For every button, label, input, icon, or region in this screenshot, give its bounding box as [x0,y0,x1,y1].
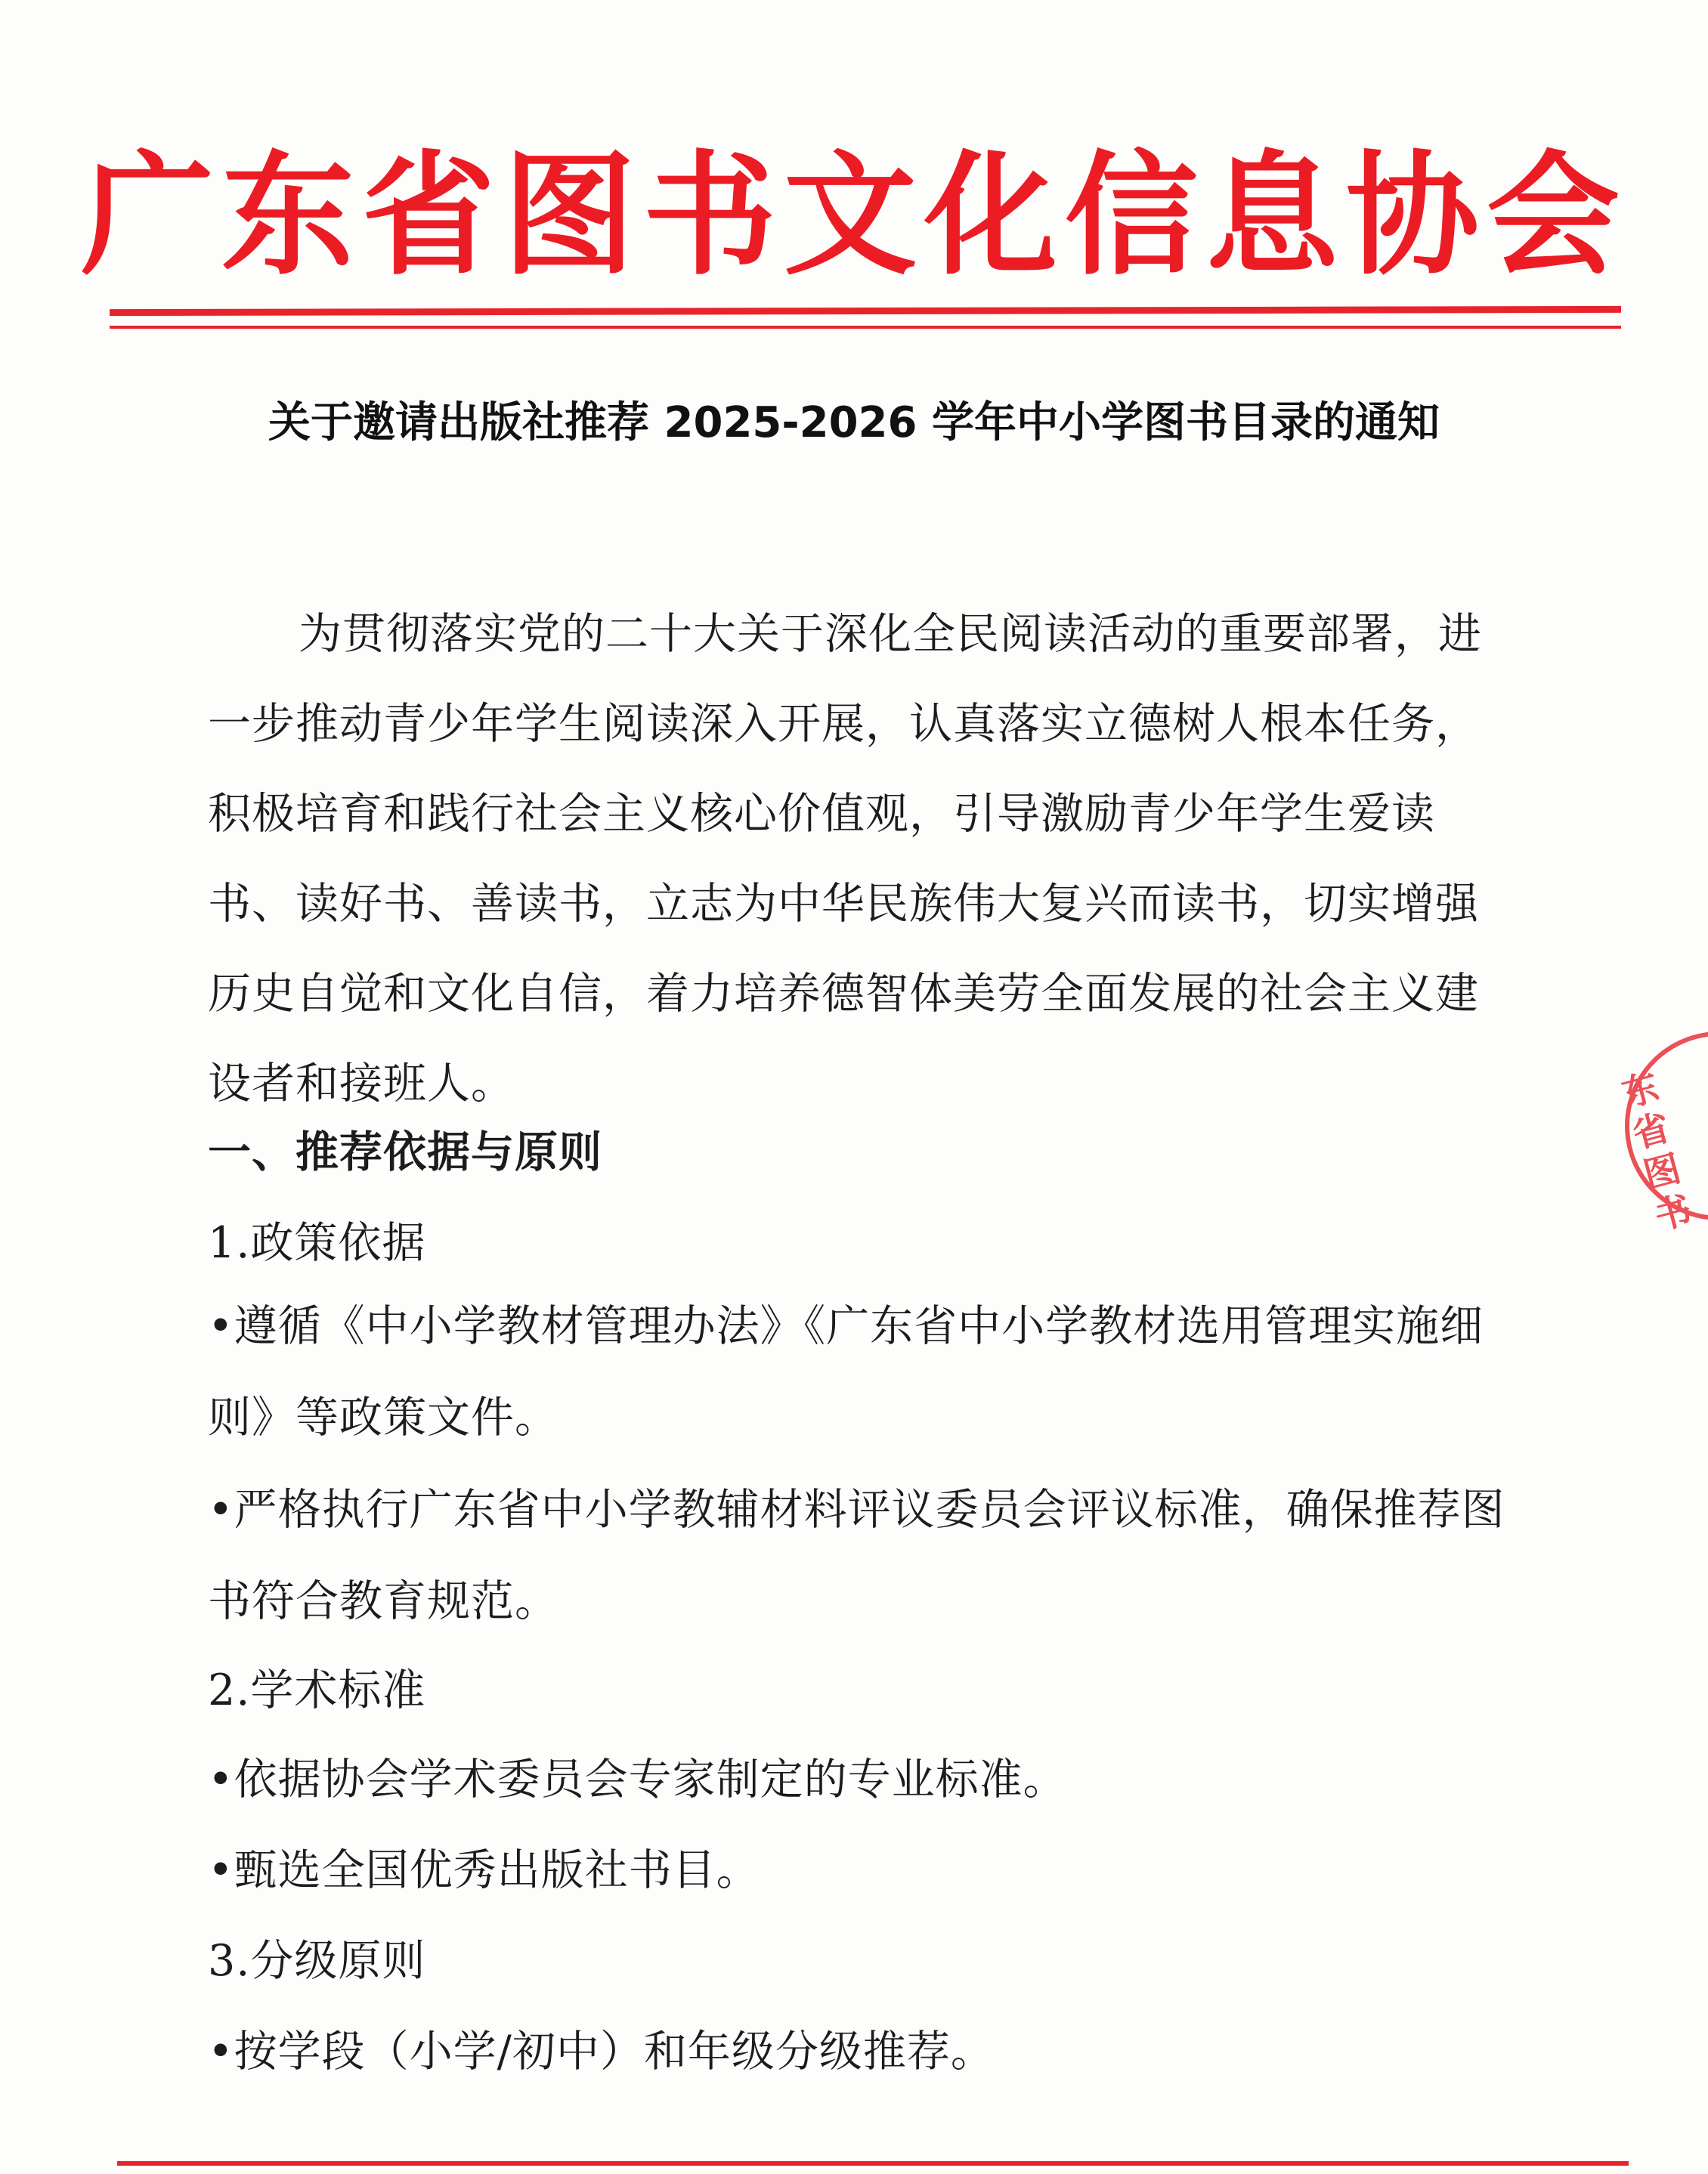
organization-letterhead: 广东省图书文化信息协会 [80,137,1627,293]
seal-text: 东省图书 [1617,1065,1697,1239]
bullet-grading-1: •按学段（小学/初中）和年级分级推荐。 [208,2027,995,2077]
intro-paragraph: 为贯彻落实党的二十大关于深化全民阅读活动的重要部署，进一步推动青少年学生阅读深入开展，认真落实立德树人根本任务，积极培育和践行社会主义核心价值观，引导激励青少年学生爱读书、读好书、善读书，立志为中华民族伟大复兴而读书，切实增强历史自觉和文化自信，着力培养德智体美劳全面发展的社会主义建设者和接班人。 [208,609,1482,1109]
footer-rule [117,2161,1629,2166]
bullet-academic-1: •依据协会学术委员会专家制定的专业标准。 [208,1755,1067,1804]
item-title-academic: 2.学术标准 [208,1665,426,1715]
letterhead-rule-thick [110,306,1621,316]
item-title-policy: 1.政策依据 [208,1218,426,1268]
letterhead-rule-thin [110,326,1621,329]
section-heading: 一、推荐依据与原则 [208,1127,602,1177]
bullet-policy-1: •遵循《中小学教材管理办法》《广东省中小学教材选用管理实施细则》等政策文件。 [208,1301,1484,1443]
official-seal-stamp [1617,1031,1708,1239]
notice-title: 关于邀请出版社推荐 2025-2026 学年中小学图书目录的通知 [268,398,1440,447]
bullet-academic-2: •甄选全国优秀出版社书目。 [208,1845,760,1895]
item-title-grading: 3.分级原则 [208,1936,426,1986]
bullet-policy-2: •严格执行广东省中小学教辅材料评议委员会评议标准，确保推荐图书符合教育规范。 [208,1485,1505,1626]
